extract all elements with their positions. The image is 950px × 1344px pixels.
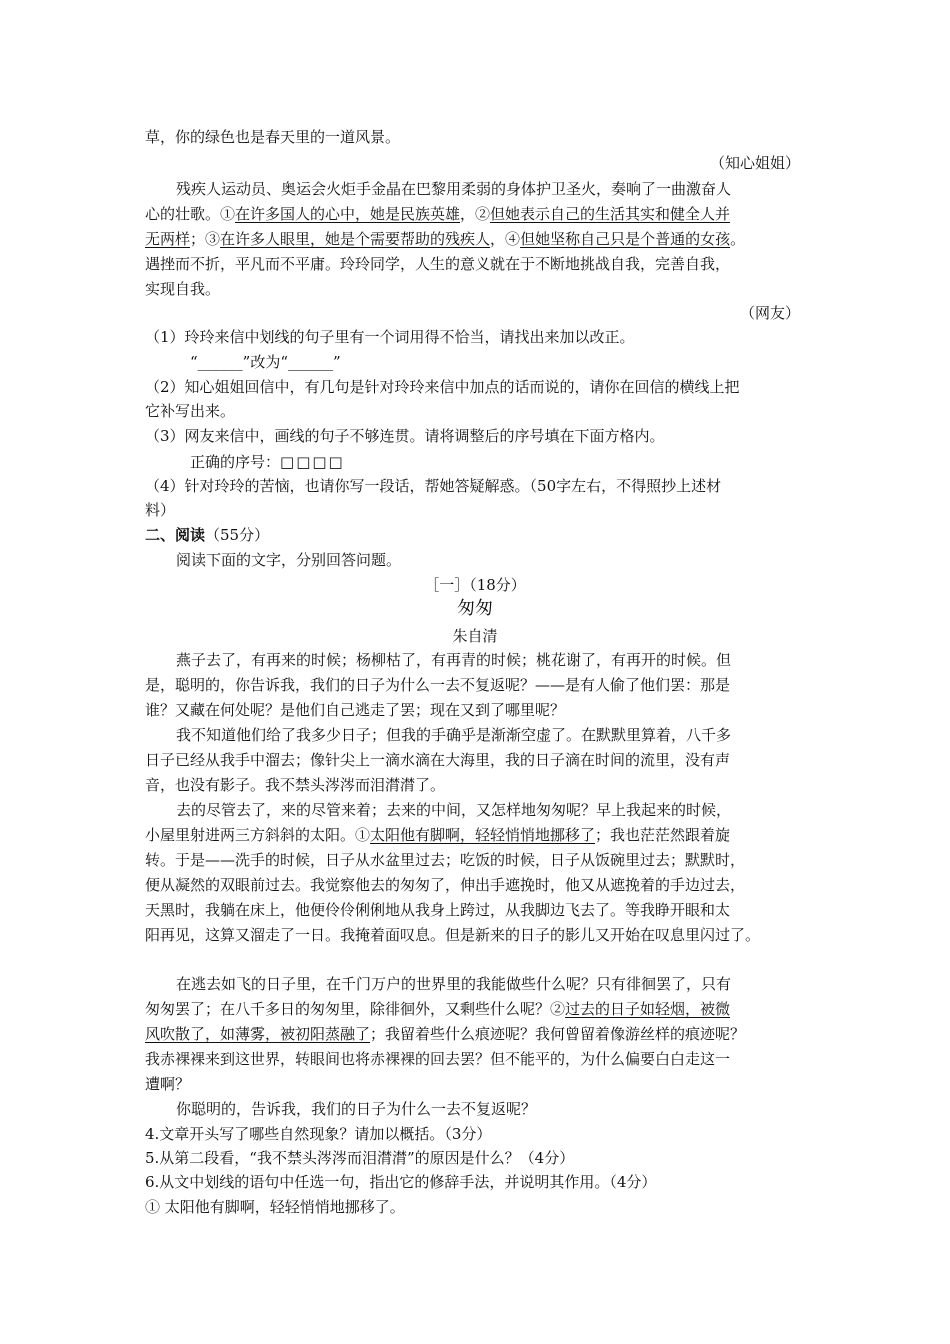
letter-text: 草，你的绿色也是春天里的一道风景。 xyxy=(145,128,401,146)
question-6-option-1: ① 太阳他有脚啊，轻轻悄悄地挪移了。 xyxy=(145,1198,405,1216)
underlined-sentence-2-end: 无两样 xyxy=(145,230,191,248)
essay-line: 你聪明的，告诉我，我们的日子为什么一去不复返呢？ xyxy=(176,1100,537,1118)
essay-line: 遭啊？ xyxy=(145,1075,191,1093)
essay-line: 谁？又藏在何处呢？是他们自己逃走了罢；现在又到了哪里呢？ xyxy=(145,701,566,719)
netizen-letter-line: 无两样；③在许多人眼里，她是个需要帮助的残疾人，④但她坚称自己只是个普通的女孩。 xyxy=(145,230,746,248)
underlined-sentence-3: 在许多人眼里，她是个需要帮助的残疾人 xyxy=(220,230,491,248)
essay-line: 在逃去如飞的日子里，在千门万户的世界里的我能做些什么呢？只有徘徊罢了，只有 xyxy=(176,975,732,993)
essay-line: 去的尽管去了，来的尽管来着；去来的中间，又怎样地匆匆呢？早上我起来的时候， xyxy=(176,801,732,819)
part-label: ［一］（18分） xyxy=(424,576,526,594)
question-2: （2）知心姐姐回信中，有几句是针对玲玲来信中加点的话而说的，请你在回信的横线上把 xyxy=(145,378,740,396)
netizen-letter-line: 遇挫而不折，平凡而不平庸。玲玲同学，人生的意义就在于不断地挑战自我，完善自我， xyxy=(145,255,731,273)
question-5-reading: 5.从第二段看，“我不禁头涔涔而泪潸潸”的原因是什么？（4分） xyxy=(145,1149,575,1167)
answer-boxes[interactable]: □□□□ xyxy=(280,453,345,471)
underlined-sentence-2: 但她表示自己的生活其实和健全人并 xyxy=(490,205,731,223)
essay-line: 匆匆罢了；在八千多日的匆匆里，除徘徊外，又剩些什么呢？②过去的日子如轻烟，被微 xyxy=(145,1000,731,1018)
essay-line: 音，也没有影子。我不禁头涔涔而泪潸潸了。 xyxy=(145,776,446,794)
question-6-reading: 6.从文中划线的语句中任选一句，指出它的修辞手法，并说明其作用。（4分） xyxy=(145,1173,657,1191)
essay-line: 日子已经从我手中溜去；像针尖上一滴水滴在大海里，我的日子滴在时间的流里，没有声 xyxy=(145,751,731,769)
question-1: （1）玲玲来信中划线的句子里有一个词用得不恰当，请找出来加以改正。 xyxy=(145,328,635,346)
essay-author: 朱自清 xyxy=(452,627,498,645)
essay-line: 转。于是——洗手的时候，日子从水盆里过去；吃饭的时候，日子从饭碗里过去；默默时， xyxy=(145,851,746,869)
question-3: （3）网友来信中，画线的句子不够连贯。请将调整后的序号填在下面方格内。 xyxy=(145,427,665,445)
essay-line: 小屋里射进两三方斜斜的太阳。①太阳他有脚啊，轻轻悄悄地挪移了；我也茫茫然跟着旋 xyxy=(145,826,731,844)
underlined-sentence-1: 在许多国人的心中，她是民族英雄 xyxy=(235,205,461,223)
netizen-letter-line: 心的壮歌。①在许多国人的心中，她是民族英雄，②但她表示自己的生活其实和健全人并 xyxy=(145,205,731,223)
question-3-answer: 正确的序号：□□□□ xyxy=(190,453,345,471)
essay-title: 匆匆 xyxy=(457,598,493,619)
essay-line: 便从凝然的双眼前过去。我觉察他去的匆匆了，伸出手遮挽时，他又从遮挽着的手边过去， xyxy=(145,876,746,894)
question-4: （4）针对玲玲的苦恼，也请你写一段话，帮她答疑解惑。（50字左右，不得照抄上述材 xyxy=(145,477,722,495)
underlined-sentence-4: 但她坚称自己只是个普通的女孩 xyxy=(520,230,731,248)
netizen-letter-line: 实现自我。 xyxy=(145,280,221,298)
essay-line: 阳再见，这算又溜走了一日。我掩着面叹息。但是新来的日子的影儿又开始在叹息里闪过了。 xyxy=(145,926,761,944)
essay-line: 是，聪明的，你告诉我，我们的日子为什么一去不复返呢？——是有人偷了他们罢：那是 xyxy=(145,676,731,694)
reading-instruction: 阅读下面的文字，分别回答问题。 xyxy=(176,551,402,569)
essay-line: 风吹散了，如薄雾，被初阳蒸融了；我留着些什么痕迹呢？我何曾留着像游丝样的痕迹呢？ xyxy=(145,1025,746,1043)
question-4-cont: 料） xyxy=(145,501,176,519)
section-heading: 二、阅读（55分） xyxy=(145,526,270,544)
essay-line: 燕子去了，有再来的时候；杨柳枯了，有再青的时候；桃花谢了，有再开的时候。但 xyxy=(176,651,732,669)
netizen-letter-line: 残疾人运动员、奥运会火炬手金晶在巴黎用柔弱的身体护卫圣火，奏响了一曲激奋人 xyxy=(176,180,732,198)
essay-line: 天黑时，我躺在床上，他便伶伶俐俐地从我身上跨过，从我脚边飞去了。等我睁开眼和太 xyxy=(145,901,731,919)
essay-line: 我不知道他们给了我多少日子；但我的手确乎是渐渐空虚了。在默默里算着，八千多 xyxy=(176,726,732,744)
signature-zhixin: （知心姐姐） xyxy=(709,154,800,172)
underlined-phrase-1: 太阳他有脚啊，轻轻悄悄地挪移了 xyxy=(370,826,596,844)
underlined-phrase-2-end: 风吹散了，如薄雾，被初阳蒸融了 xyxy=(145,1025,371,1043)
essay-line: 我赤裸裸来到这世界，转眼间也将赤裸裸的回去罢？但不能平的，为什么偏要白白走这一 xyxy=(145,1050,731,1068)
question-2-cont: 它补写出来。 xyxy=(145,402,236,420)
signature-netizen: （网友） xyxy=(739,304,800,322)
question-4-reading: 4.文章开头写了哪些自然现象？请加以概括。（3分） xyxy=(145,1125,492,1143)
question-1-blank[interactable]: “______”改为“______” xyxy=(190,353,341,371)
underlined-phrase-2: 过去的日子如轻烟，被微 xyxy=(565,1000,731,1018)
